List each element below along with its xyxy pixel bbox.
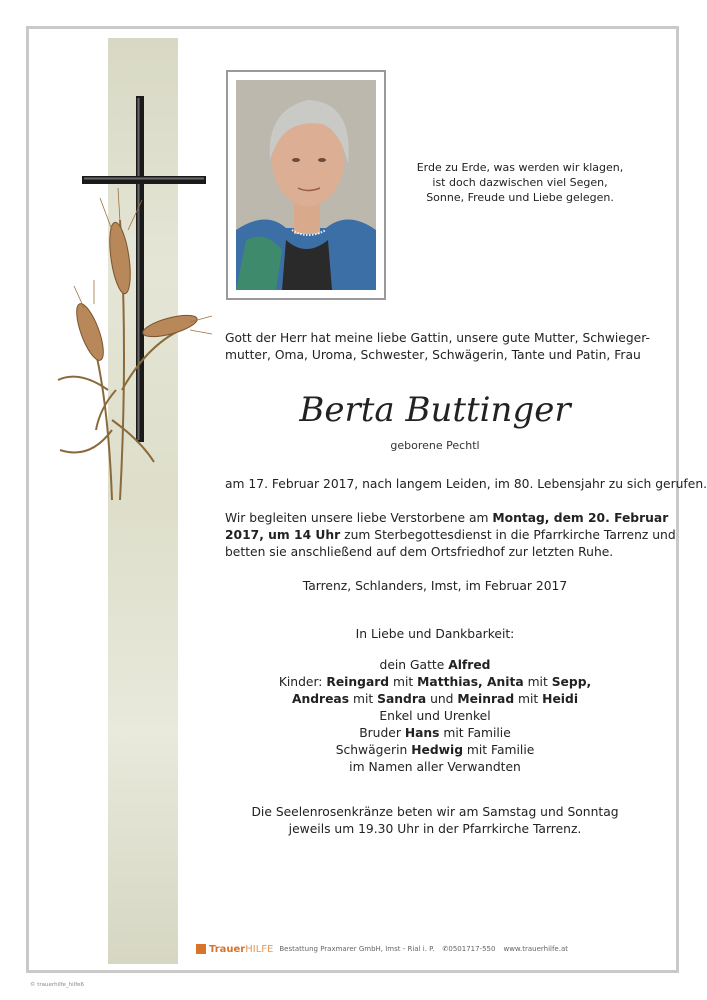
logo-text: HILFE	[245, 943, 274, 955]
family-name: Heidi	[542, 692, 579, 706]
family-name: Reingard	[326, 675, 390, 689]
deceased-name: Berta Buttinger	[299, 390, 571, 430]
rosary-line: jeweils um 19.30 Uhr in der Pfarrkirche Tarrenz.	[288, 822, 582, 836]
poem-quote	[400, 160, 640, 205]
family-name: Hans	[404, 726, 440, 740]
logo-icon	[196, 944, 206, 954]
quote-line: Erde zu Erde, was werden wir klagen,	[416, 161, 624, 174]
family-line	[225, 674, 645, 691]
family-text: mit	[523, 675, 552, 689]
cross-icon	[82, 96, 206, 442]
intro-line: Gott der Herr hat meine liebe Gattin, unsere gute Mutter, Schwieger-	[225, 331, 650, 345]
rosary-notice	[225, 804, 645, 838]
footer	[196, 942, 568, 956]
family-name: Matthias, Anita	[417, 675, 524, 689]
funeral-line	[225, 510, 669, 527]
family-text: mit Familie	[463, 743, 535, 757]
funeral-info	[225, 510, 676, 561]
funeral-date: Montag, dem 20. Februar	[492, 511, 669, 525]
credit-text: © trauerhilfe_hilfe6	[30, 982, 85, 988]
family-line	[225, 725, 645, 742]
intro-text	[225, 330, 650, 364]
place-date: Tarrenz, Schlanders, Imst, im Februar 2017	[302, 579, 568, 593]
phone-number: ✆0501717-550	[442, 945, 496, 953]
family-line	[225, 691, 645, 708]
family-line: im Namen aller Verwandten	[349, 760, 521, 774]
family-text: mit	[514, 692, 543, 706]
family-line: Enkel und Urenkel	[379, 709, 491, 723]
closing-phrase: In Liebe und Dankbarkeit:	[355, 627, 515, 641]
family-text: mit Familie	[439, 726, 511, 740]
family-line	[225, 657, 645, 674]
funeral-text: Wir begleiten unsere liebe Verstorbene am	[225, 511, 493, 525]
family-name: Alfred	[448, 658, 491, 672]
family-name: Sandra	[377, 692, 427, 706]
intro-line: mutter, Oma, Uroma, Schwester, Schwägerin, Tante und Patin, Frau	[225, 348, 641, 362]
website-link[interactable]: www.trauerhilfe.at	[503, 945, 568, 953]
family-text: Schwägerin	[335, 743, 412, 757]
family-text: Bruder	[359, 726, 405, 740]
funeral-line: betten sie anschließend auf dem Ortsfriedhof zur letzten Ruhe.	[225, 545, 614, 559]
quote-line: ist doch dazwischen viel Segen,	[432, 176, 608, 189]
portrait-frame	[226, 70, 386, 300]
logo-text: Trauer	[209, 943, 246, 955]
family-text: mit	[349, 692, 378, 706]
funeral-text: zum Sterbegottesdienst in die Pfarrkirche Tarrenz und	[340, 528, 676, 542]
family-list	[225, 657, 645, 776]
cross-wheat-illustration	[50, 90, 220, 510]
quote-line: Sonne, Freude und Liebe gelegen.	[426, 191, 614, 204]
family-name: Sepp,	[551, 675, 592, 689]
family-text: dein Gatte	[379, 658, 449, 672]
death-notice: am 17. Februar 2017, nach langem Leiden, im 80. Lebensjahr zu sich gerufen.	[225, 477, 707, 491]
family-name: Andreas	[291, 692, 350, 706]
company-name: Bestattung Praxmarer GmbH, Imst - Rial i. P.	[279, 945, 435, 953]
funeral-time: 2017, um 14 Uhr	[225, 528, 341, 542]
family-name: Meinrad	[457, 692, 515, 706]
rosary-line: Die Seelenrosenkränze beten wir am Samstag und Sonntag	[251, 805, 619, 819]
funeral-line	[225, 527, 676, 544]
family-text: mit	[389, 675, 418, 689]
family-text: Kinder:	[278, 675, 327, 689]
family-line	[225, 742, 645, 759]
family-text: und	[426, 692, 458, 706]
birth-name: geborene Pechtl	[390, 439, 480, 452]
family-name: Hedwig	[411, 743, 463, 757]
wheat-ears	[71, 221, 199, 363]
portrait-photo	[236, 80, 376, 290]
